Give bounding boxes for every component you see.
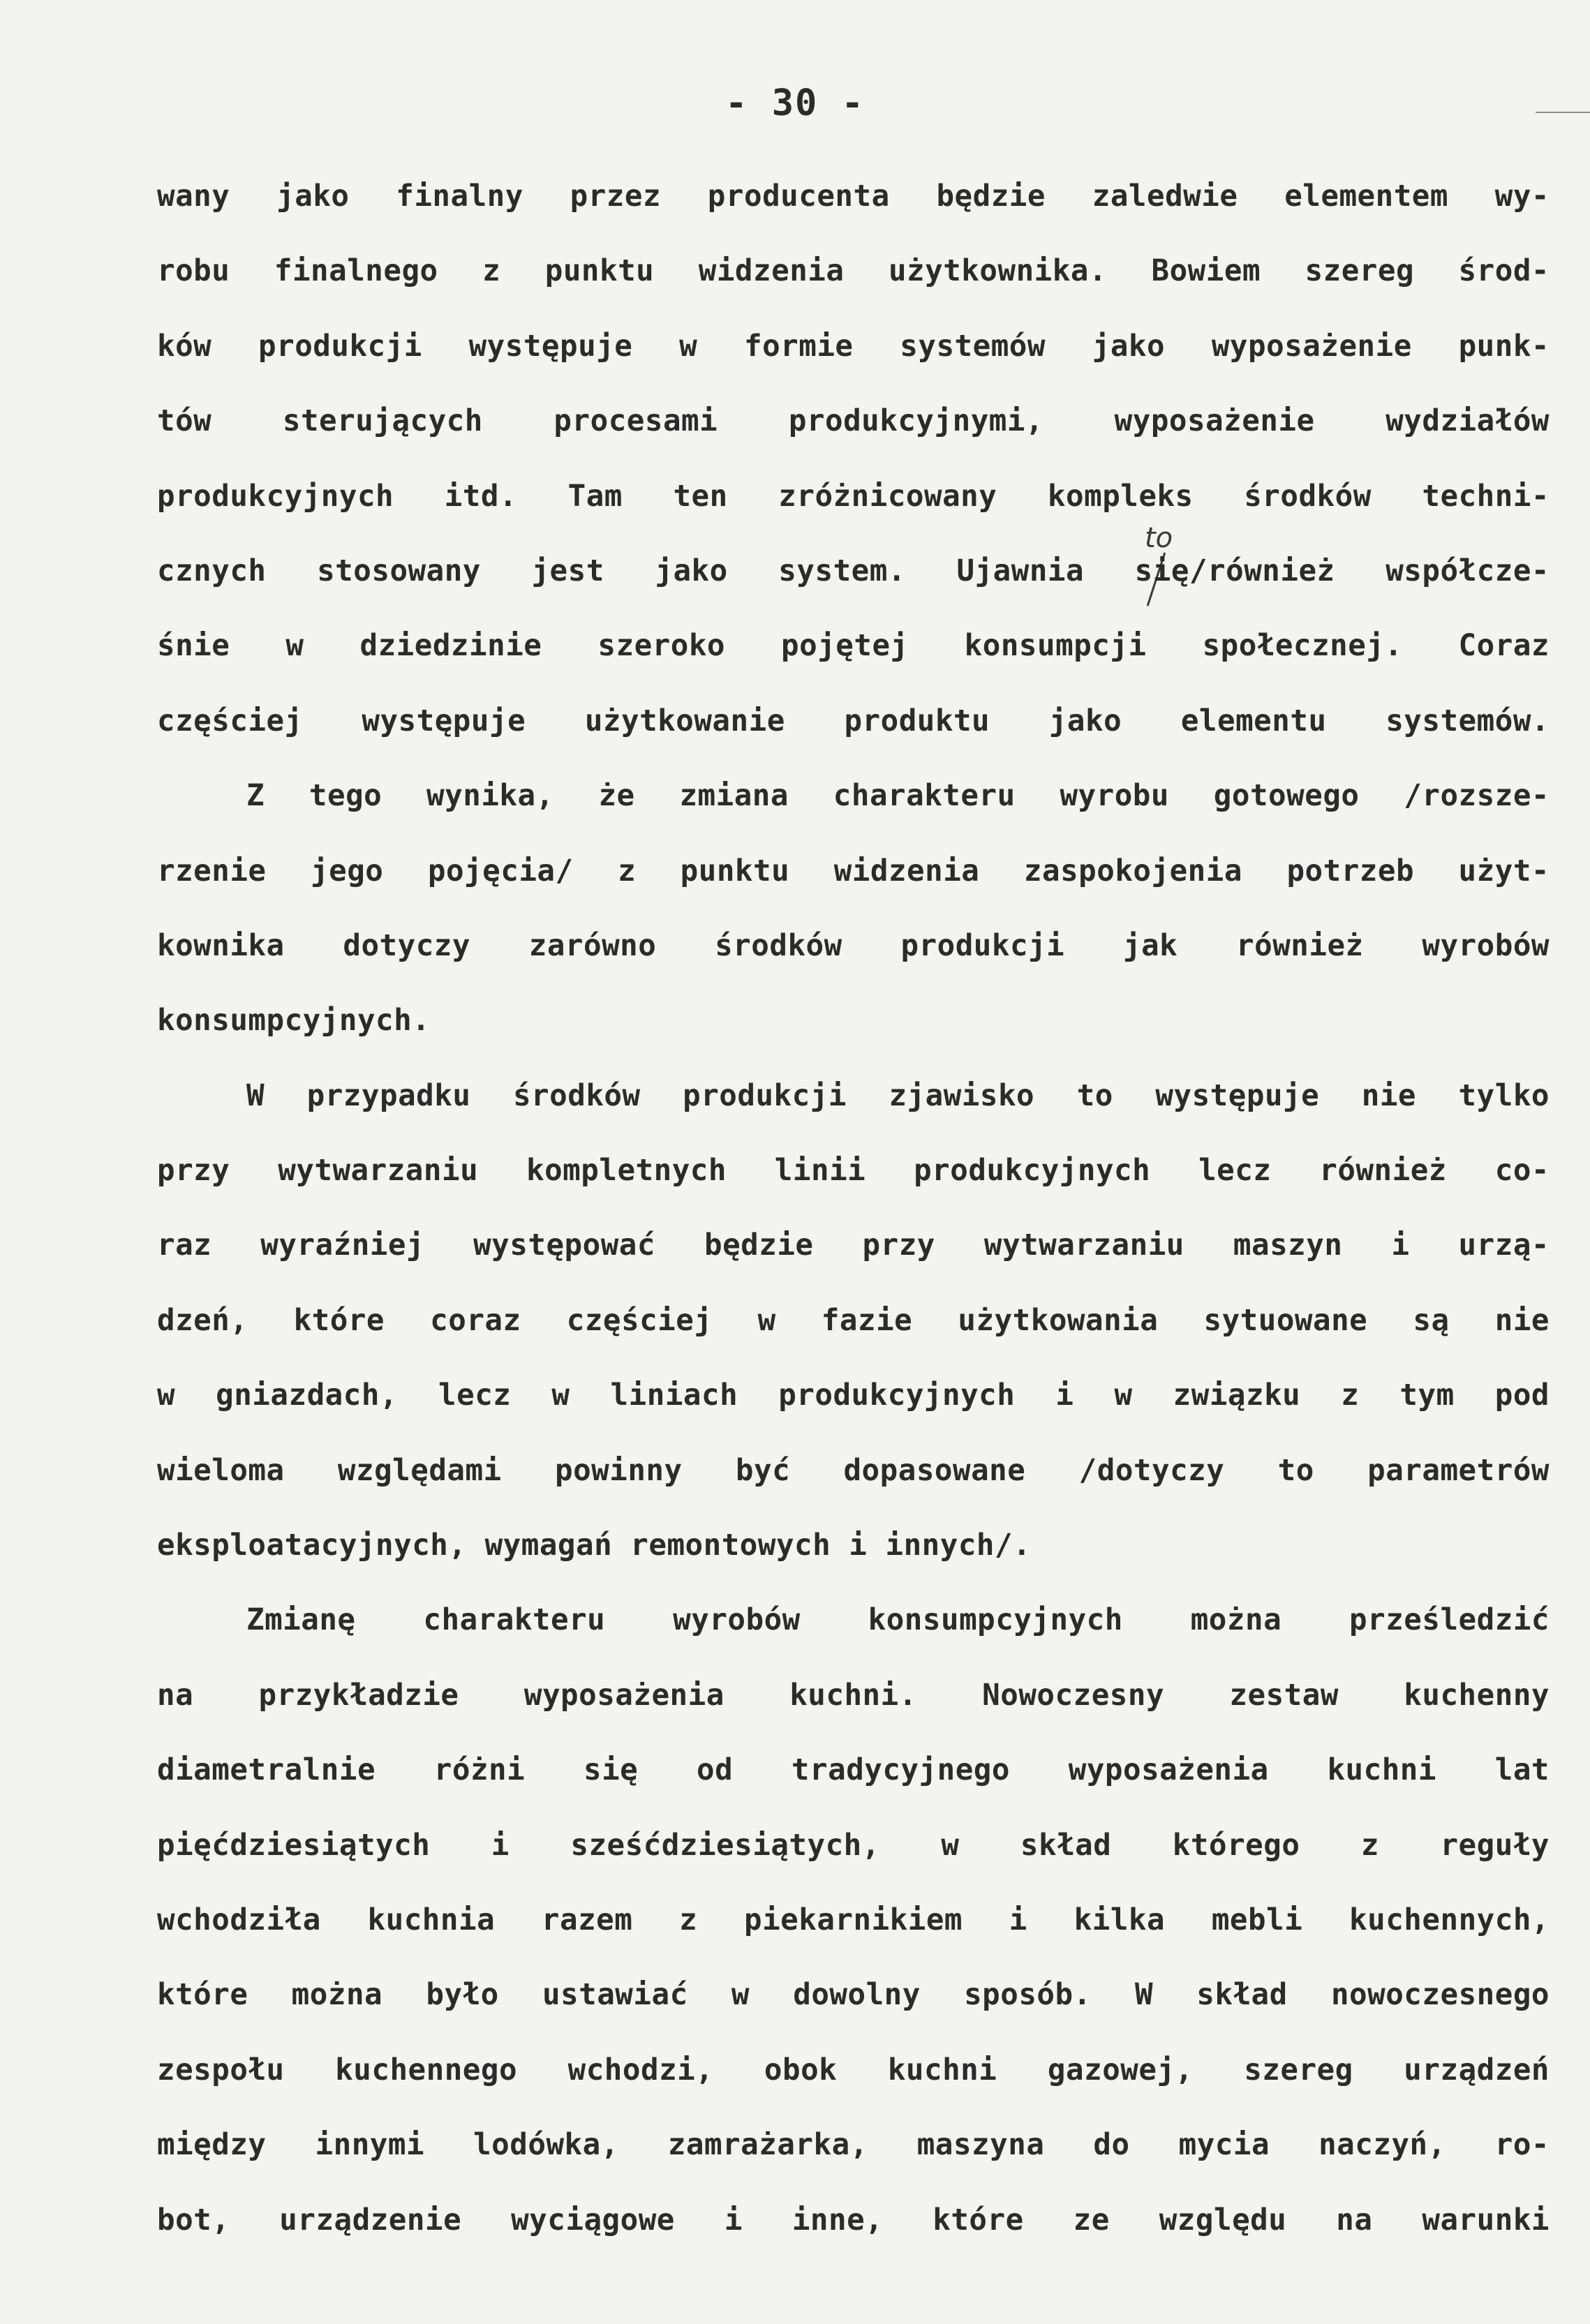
text-line: wany jako finalny przez producenta będzie zaledwie elementem wy- xyxy=(157,179,1550,214)
text-line: produkcyjnych itd. Tam ten zróżnicowany kompleks środków techni- xyxy=(157,479,1550,514)
text-line: konsumpcyjnych. xyxy=(157,1004,431,1038)
text-line: cznych stosowany jest jako system. Ujawnia się/również współcze- xyxy=(157,553,1550,588)
text-line: dzeń, które coraz częściej w fazie użytkowania sytuowane są nie xyxy=(157,1303,1550,1338)
text-line: które można było ustawiać w dowolny sposób. W skład nowoczesnego xyxy=(157,1978,1550,2013)
text-line: zespołu kuchennego wchodzi, obok kuchni gazowej, szereg urządzeń xyxy=(157,2053,1550,2087)
text-line: robu finalnego z punktu widzenia użytkownika. Bowiem szereg środ- xyxy=(157,254,1550,289)
text-line: wieloma względami powinny być dopasowane /dotyczy to parametrów xyxy=(157,1453,1550,1488)
text-line: kownika dotyczy zarówno środków produkcji jak również wyrobów xyxy=(157,928,1550,963)
page-number: - 30 - xyxy=(725,82,865,124)
text-line: raz wyraźniej występować będzie przy wytwarzaniu maszyn i urzą- xyxy=(157,1228,1550,1263)
body-text xyxy=(157,171,1550,2270)
text-line: Zmianę charakteru wyrobów konsumpcyjnych można prześledzić xyxy=(246,1603,1550,1638)
text-line: pięćdziesiątych i sześćdziesiątych, w skład którego z reguły xyxy=(157,1828,1550,1863)
text-line: między innymi lodówka, zamrażarka, maszyna do mycia naczyń, ro- xyxy=(157,2128,1550,2163)
text-line: w gniazdach, lecz w liniach produkcyjnych i w związku z tym pod xyxy=(157,1378,1550,1413)
text-line: diametralnie różni się od tradycyjnego wyposażenia kuchni lat xyxy=(157,1753,1550,1788)
text-line: wchodziła kuchnia razem z piekarnikiem i kilka mebli kuchennych, xyxy=(157,1902,1550,1937)
text-line: częściej występuje użytkowanie produktu jako elementu systemów. xyxy=(157,703,1550,738)
text-line: eksploatacyjnych, wymagań remontowych i innych/. xyxy=(157,1528,1032,1563)
text-line: rzenie jego pojęcia/ z punktu widzenia zaspokojenia potrzeb użyt- xyxy=(157,854,1550,888)
text-line: W przypadku środków produkcji zjawisko to występuje nie tylko xyxy=(246,1078,1550,1113)
text-line: ków produkcji występuje w formie systemów jako wyposażenie punk- xyxy=(157,329,1550,364)
text-line: na przykładzie wyposażenia kuchni. Nowoczesny zestaw kuchenny xyxy=(157,1678,1550,1713)
text-line: przy wytwarzaniu kompletnych linii produkcyjnych lecz również co- xyxy=(157,1154,1550,1189)
text-line: Z tego wynika, że zmiana charakteru wyrobu gotowego /rozsze- xyxy=(246,779,1550,814)
handwritten-annotation: to xyxy=(1145,522,1173,554)
text-line: tów sterujących procesami produkcyjnymi, wyposażenie wydziałów xyxy=(157,404,1550,439)
text-line: śnie w dziedzinie szeroko pojętej konsumpcji społecznej. Coraz xyxy=(157,629,1550,664)
text-line: bot, urządzenie wyciągowe i inne, które ze względu na warunki xyxy=(157,2203,1550,2237)
